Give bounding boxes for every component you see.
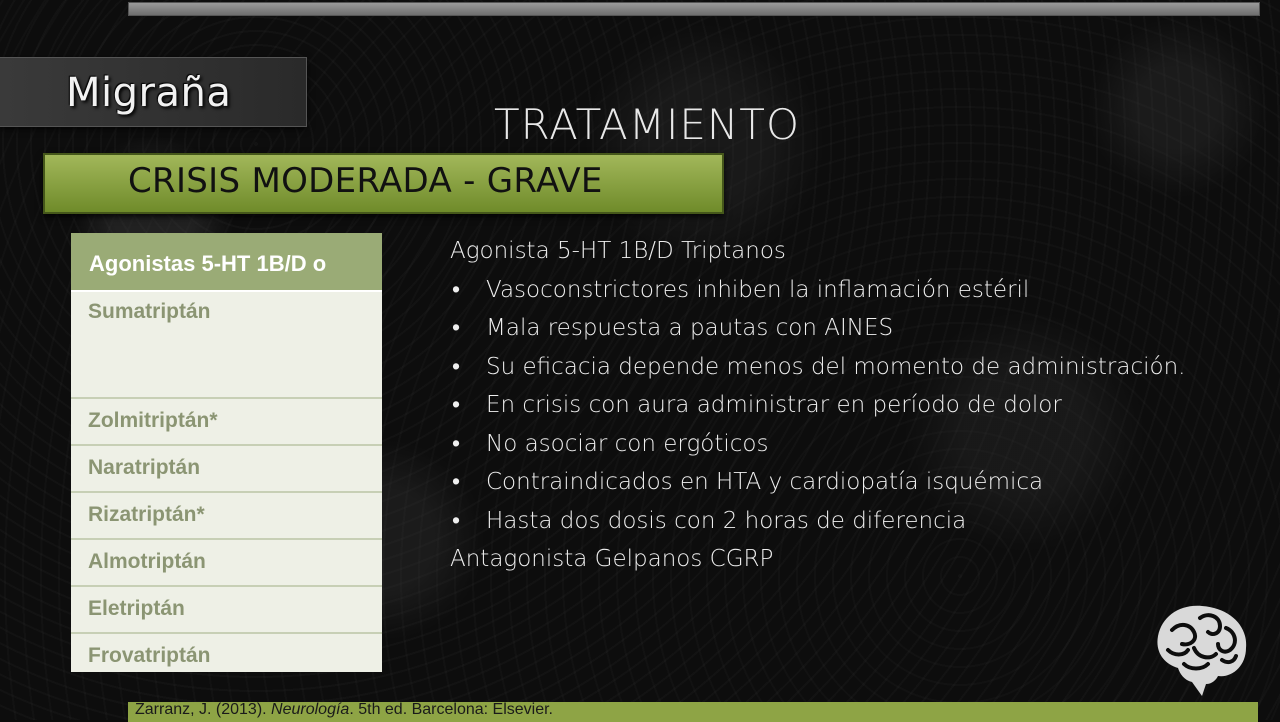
table-row: Frovatriptán xyxy=(88,644,211,667)
citation-title: Neurología xyxy=(271,701,350,718)
list-item: • Vasoconstrictores inhiben la inflamación estéril xyxy=(450,271,1210,310)
section-title: Migraña xyxy=(66,70,232,116)
brain-icon xyxy=(1150,600,1254,700)
list-item: • En crisis con aura administrar en período de dolor xyxy=(450,386,1210,425)
citation xyxy=(135,701,553,719)
content-panel xyxy=(450,232,1210,579)
closing-line: Antagonista Gelpanos CGRP xyxy=(450,546,774,572)
top-decorative-bar xyxy=(128,2,1260,16)
citation-suffix: . 5th ed. Barcelona: Elsevier. xyxy=(349,701,553,718)
table-row: Sumatriptán xyxy=(71,292,382,399)
intro-line: Agonista 5-HT 1B/D Triptanos xyxy=(450,238,786,264)
list-item: • Hasta dos dosis con 2 horas de diferencia xyxy=(450,502,1210,541)
table-row: Almotriptán xyxy=(71,540,382,587)
table-row: Zolmitriptán* xyxy=(71,399,382,446)
list-item: • Su eficacia depende menos del momento de administración. xyxy=(450,348,1210,387)
triptan-table xyxy=(71,233,382,672)
citation-prefix: Zarranz, J. (2013). xyxy=(135,701,272,718)
table-header: Agonistas 5-HT 1B/D o xyxy=(71,233,382,292)
slide-heading: TRATAMIENTO xyxy=(494,100,801,149)
severity-banner-label: CRISIS MODERADA - GRAVE xyxy=(128,161,603,201)
bullet-list xyxy=(450,271,1210,541)
table-row: Eletriptán xyxy=(71,587,382,634)
table-row: Rizatriptán* xyxy=(71,493,382,540)
list-item: • Mala respuesta a pautas con AINES xyxy=(450,309,1210,348)
list-item: • Contraindicados en HTA y cardiopatía isquémica xyxy=(450,463,1210,502)
list-item: • No asociar con ergóticos xyxy=(450,425,1210,464)
table-row: Naratriptán xyxy=(71,446,382,493)
